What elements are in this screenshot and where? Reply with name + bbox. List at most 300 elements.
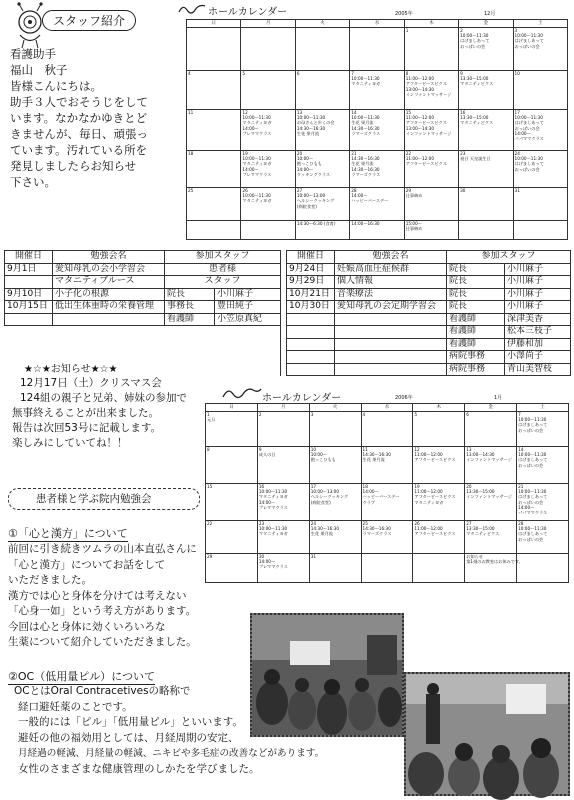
calendar-event: マタニティビクス <box>460 120 494 126</box>
calendar-day-cell <box>404 28 458 71</box>
calendar-day-cell <box>257 412 309 447</box>
calendar-event: 11:00～12:00 <box>414 489 443 495</box>
calendar-day-cell <box>465 554 523 583</box>
calendar-event: おっぱいの会 <box>514 166 540 172</box>
calendar-day-cell <box>295 188 349 221</box>
calendar-weekday-row <box>206 404 569 412</box>
calendar-2-title: ホールカレンダー <box>262 393 342 404</box>
weekday-label: 水 <box>361 404 413 412</box>
calendar-day-cell <box>295 110 349 151</box>
calendar-event: 10:00～11:30 <box>460 33 489 39</box>
calendar-day-cell <box>350 28 404 71</box>
calendar-event: 10:00～11:30 <box>514 156 543 162</box>
calendar-day-number: 26 <box>242 188 248 193</box>
calendar-event: 仕事納め <box>405 193 423 199</box>
calendar-event: プレママクラス <box>258 564 288 570</box>
study-name: 小川麻子 <box>215 288 281 301</box>
study-date <box>5 313 53 326</box>
calendar-day-cell <box>187 221 241 240</box>
calendar-event: おっぱいの会 <box>514 43 540 49</box>
calendar-day-cell <box>404 110 458 151</box>
calendar-day-number: 15 <box>405 110 412 115</box>
study-topic: 小子化の根源 <box>53 288 165 301</box>
calendar-event: 生花 果月流 <box>351 161 374 167</box>
calendar-event: ヘルシークッキング <box>296 198 335 204</box>
calendar-event: 13:00～14:30 <box>405 86 435 92</box>
calendar-event: 10:00～ <box>296 156 314 162</box>
calendar-day-cell <box>404 221 458 240</box>
study-date <box>5 276 53 289</box>
calendar-week-row <box>187 151 568 188</box>
calendar-event: 10:00～11:30 <box>296 115 326 121</box>
empty-cell <box>53 326 165 339</box>
calendar-day-number: 1 <box>207 412 210 417</box>
calendar-event: お母さんと歩くの会 <box>296 120 335 126</box>
study-topic <box>335 313 447 326</box>
calendar-week-row <box>206 484 569 521</box>
calendar-event: 10:00～11:30 <box>351 76 380 82</box>
calendar-day-cell <box>413 447 465 484</box>
weekday-label: 火 <box>295 20 349 28</box>
calendar-day-number: 18 <box>188 151 194 156</box>
notice-line: 報告は次回53号に記載します。 <box>12 422 162 434</box>
empty-cell <box>165 326 215 339</box>
calendar-event: 13:30～15:00 <box>460 115 489 121</box>
calendar-event: プレママクラス <box>242 130 272 136</box>
calendar-day-number: 22 <box>405 151 412 156</box>
calendar-day-number: 5 <box>414 412 418 417</box>
weekday-label: 土 <box>513 20 567 28</box>
calendar-event: おっぱいの会 <box>518 536 544 542</box>
calendar-day-number: 18 <box>362 484 368 489</box>
weekday-label: 月 <box>257 404 309 412</box>
study-name: 小川麻子 <box>505 301 571 314</box>
calendar-event: 元旦 <box>207 417 216 423</box>
calendar-day-number: 13 <box>466 447 472 452</box>
calendar-week-row <box>187 110 568 151</box>
calendar-event: アフタービースビクス <box>414 457 456 463</box>
calendar-day-number: 1 <box>405 28 409 33</box>
calendar-event: はげましあって <box>514 120 544 126</box>
calendar-week-row <box>187 221 568 240</box>
calendar-event: 抱っこひもも <box>296 161 322 167</box>
study-row <box>5 338 571 351</box>
calendar-day-number: 8 <box>405 71 409 76</box>
calendar-event: アフタービースビクス <box>405 161 447 167</box>
calendar-day-number: 6 <box>296 71 300 76</box>
calendar-day-cell <box>465 447 517 484</box>
calendar-event: マタニティビクス <box>460 81 494 87</box>
calendar-day-cell <box>206 447 258 484</box>
calendar-day-number: 16 <box>460 110 466 115</box>
study-role: 院長 <box>447 263 505 276</box>
col-date: 開催日 <box>5 251 53 264</box>
calendar-event: アフタービースビクス <box>405 81 447 87</box>
staff-line: 皆様こんにちは。 <box>10 79 102 93</box>
study-topic: 個人情報 <box>335 276 447 289</box>
empty-cell <box>215 363 281 376</box>
calendar-day-number: 19 <box>414 484 420 489</box>
calendar-day-number: 20 <box>466 484 472 489</box>
calendar-day-number: 21 <box>351 151 357 156</box>
calendar-day-number: 16 <box>258 484 265 489</box>
calendar-day-cell <box>187 151 241 188</box>
calendar-event: 10:00～ <box>310 452 327 458</box>
col-staff: 参加スタッフ <box>165 251 281 264</box>
empty-cell <box>5 338 53 351</box>
empty-cell <box>215 338 281 351</box>
study-row <box>5 301 571 314</box>
calendar-week-row <box>187 71 568 110</box>
calendar-event: プレママクラス <box>258 504 288 510</box>
calendar-day-cell <box>206 412 258 447</box>
calendar-day-cell <box>309 447 361 484</box>
calendar-2-year: 2006年 <box>395 395 413 401</box>
wave-doodle-icon <box>222 385 262 401</box>
calendar-event: 13:30～15:00 <box>466 526 495 532</box>
study-role: 院長 <box>165 288 215 301</box>
calendar-event: はげましあって <box>514 38 544 44</box>
study-role: 病院事務 <box>447 363 505 376</box>
calendar-day-number: 5 <box>242 71 246 76</box>
calendar-day-cell <box>241 110 295 151</box>
lecture-photo-2-image <box>406 674 568 794</box>
s2-line: 一般的には「ピル」「低用量ピル」といいます。 <box>18 716 243 728</box>
study-row <box>5 263 571 276</box>
calendar-day-cell <box>513 71 567 110</box>
calendar-1-year: 2005年 <box>395 11 413 17</box>
weekday-label: 月 <box>241 20 295 28</box>
staff-intro-text <box>10 46 180 190</box>
calendar-event: 10:00～11:30 <box>351 115 380 121</box>
study-name: 松本三枝子 <box>505 326 571 339</box>
calendar-day-cell <box>257 521 309 554</box>
calendar-event: 生花 果月流 <box>362 457 385 463</box>
calendar-day-number: 28 <box>351 188 357 193</box>
calendar-event: 10:00～13:00 <box>296 193 326 199</box>
calendar-day-cell <box>517 447 569 484</box>
study-group-title: 患者様と学ぶ院内勉強会 <box>36 493 152 505</box>
calendar-event: インファントマッサージ <box>405 130 452 136</box>
study-date: 10月30日 <box>287 301 335 314</box>
staff-line: きませんが、毎日、頑張っ <box>10 127 148 141</box>
calendar-event: プレママクラス <box>242 171 272 177</box>
calendar-event: ヘルシークッキング <box>310 494 349 500</box>
s1-line: 前回に引き続きツムラの山本直弘さんに <box>8 543 197 555</box>
calendar-event: 10:00～11:30 <box>258 489 288 495</box>
calendar-event: 14:00～ <box>258 559 276 565</box>
calendar-day-cell <box>241 188 295 221</box>
calendar-event: はげましあって <box>518 457 548 463</box>
calendar-event: はげましあって <box>514 161 544 167</box>
calendar-event: 14:00～ <box>296 166 314 172</box>
calendar-event: 10:00～11:30 <box>518 489 547 495</box>
calendar-day-number: 12 <box>242 110 248 115</box>
s2-line: 経口避妊薬のことです。 <box>18 700 133 713</box>
calendar-1-grid <box>186 19 568 240</box>
calendar-day-number: 23 <box>460 151 466 156</box>
study-topic <box>335 351 447 364</box>
calendar-day-cell <box>413 554 465 583</box>
calendar-2-grid <box>205 403 569 583</box>
weekday-label: 金 <box>459 20 513 28</box>
calendar-day-number: 11 <box>362 447 368 452</box>
calendar-day-cell <box>350 110 404 151</box>
empty-cell <box>53 338 165 351</box>
calendar-event: マタニティヨガ <box>258 494 288 500</box>
calendar-week-row <box>206 447 569 484</box>
calendar-day-cell <box>187 71 241 110</box>
calendar-day-cell <box>350 221 404 240</box>
calendar-event: マタニティヨガ <box>242 161 272 167</box>
col-topic: 勉強会名 <box>335 251 447 264</box>
calendar-day-number: 12 <box>414 447 420 452</box>
calendar-day-cell <box>241 151 295 188</box>
calendar-day-number: 14 <box>518 447 524 452</box>
study-topic: マタニティブルース <box>53 276 165 289</box>
calendar-day-cell <box>309 412 361 447</box>
calendar-event: マタニティヨガ <box>414 499 444 505</box>
study-row <box>5 276 571 289</box>
study-topic: 愛知母乳の会定期学習会 <box>335 301 447 314</box>
calendar-event: 14:00～ <box>514 130 531 136</box>
calendar-day-number: 20 <box>296 151 303 156</box>
calendar-event: 11:00～12:00 <box>405 115 435 121</box>
weekday-label: 火 <box>309 404 361 412</box>
calendar-day-cell <box>187 188 241 221</box>
study-name: 豊田純子 <box>215 301 281 314</box>
calendar-day-cell <box>517 521 569 554</box>
calendar-event: 14:00～ <box>258 499 276 505</box>
study-date <box>287 351 335 364</box>
calendar-day-cell <box>465 484 517 521</box>
calendar-event: 10:00～11:30 <box>514 33 543 39</box>
weekday-label: 水 <box>350 20 404 28</box>
calendar-event: はげましあって <box>518 531 548 537</box>
calendar-event: 生花 果月流 <box>296 130 320 136</box>
calendar-weekday-row <box>187 20 568 28</box>
calendar-event: ラマーズクラス <box>351 130 381 136</box>
calendar-day-cell <box>361 521 413 554</box>
calendar-event: ラマーズクラス <box>351 171 381 177</box>
calendar-day-cell <box>413 521 465 554</box>
study-role: 事務長 <box>165 301 215 314</box>
study-topic <box>335 363 447 376</box>
study-date <box>287 363 335 376</box>
calendar-event: 14:30～16:30 <box>310 526 340 532</box>
calendar-day-cell <box>295 151 349 188</box>
calendar-day-number: 7 <box>351 71 354 76</box>
calendar-event: マタニティビクス <box>466 531 500 537</box>
study-topic <box>53 313 165 326</box>
calendar-event: (病院食堂) <box>296 203 317 209</box>
staff-line: 助手３人でおそうじをして <box>10 95 148 109</box>
calendar-event: おっぱいの会 <box>518 462 544 468</box>
calendar-event: 成人の日 <box>258 452 276 458</box>
study-topic: 低出生体重時の栄養管理 <box>53 301 165 314</box>
study-row <box>5 288 571 301</box>
calendar-event: はげましあって <box>460 38 490 44</box>
study-date: 9月24日 <box>287 263 335 276</box>
calendar-event: おっぱいの会 <box>514 125 540 131</box>
calendar-event: 14:00～ <box>242 166 259 172</box>
calendar-week-row <box>206 554 569 583</box>
calendar-day-cell <box>295 71 349 110</box>
empty-cell <box>215 351 281 364</box>
calendar-event: 10:00～11:30 <box>242 193 271 199</box>
calendar-day-cell <box>361 554 413 583</box>
s2-line: OCとはOral Contracetivesの略称で <box>14 685 191 697</box>
calendar-day-number: 15 <box>207 484 213 489</box>
calendar-day-cell <box>309 484 361 521</box>
calendar-event: 11:00～12:00 <box>414 452 443 458</box>
study-date: 10月21日 <box>287 288 335 301</box>
calendar-day-number: 8 <box>207 447 210 452</box>
calendar-day-cell <box>350 151 404 188</box>
study-topic: 愛知母乳の会小学習会 <box>53 263 165 276</box>
calendar-event: 10:00～11:30 <box>242 115 271 121</box>
calendar-week-row <box>206 521 569 554</box>
calendar-event: 10:00～13:00 <box>310 489 340 495</box>
notice-line: 楽しみにしていてね！！ <box>12 437 128 449</box>
calendar-day-cell <box>517 554 569 583</box>
calendar-event: 11:00～12:00 <box>405 76 435 82</box>
calendar-event: 11:00～12:00 <box>405 156 435 162</box>
study-role: 院長 <box>447 288 505 301</box>
calendar-1-month: 12月 <box>484 11 496 17</box>
lecture-photo-2 <box>404 672 570 796</box>
calendar-day-cell <box>459 28 513 71</box>
calendar-day-cell <box>257 447 309 484</box>
col-date: 開催日 <box>287 251 335 264</box>
calendar-day-cell <box>295 221 349 240</box>
weekday-label: 土 <box>517 404 569 412</box>
calendar-event: ハッピーバースデー <box>362 494 400 500</box>
calendar-day-number: 30 <box>460 188 466 193</box>
calendar-event: マタニティヨガ <box>242 198 272 204</box>
calendar-day-cell <box>361 412 413 447</box>
calendar-event: 生花 果月流 <box>310 531 333 537</box>
wave-doodle-icon <box>178 2 206 16</box>
calendar-2-month: 1月 <box>494 395 503 401</box>
study-topic <box>335 338 447 351</box>
s1-line: 「心と漢方」についてお話をして <box>8 558 166 571</box>
calendar-day-number: 15:00～ <box>405 221 422 226</box>
weekday-label: 日 <box>187 20 241 28</box>
calendar-event: ラマーズクラス <box>362 531 392 537</box>
study-row <box>5 326 571 339</box>
calendar-day-cell <box>350 71 404 110</box>
calendar-event: 抱っこひもも <box>310 457 336 463</box>
study-topic: 妊娠高血圧症候群 <box>335 263 447 276</box>
calendar-event: 14:00～ <box>351 193 368 199</box>
calendar-event: おっぱいの会 <box>518 499 544 505</box>
study-date: 10月15日 <box>5 301 53 314</box>
study-role: スタッフ <box>165 276 281 289</box>
calendar-day-cell <box>513 151 567 188</box>
calendar-day-number: 30 <box>258 554 265 559</box>
staff-line: 福山 秋子 <box>10 63 68 77</box>
calendar-day-number: お知らせ <box>466 554 483 559</box>
calendar-day-number: 13 <box>296 110 303 115</box>
study-role: 看護師 <box>165 313 215 326</box>
study-role: 看護師 <box>447 338 505 351</box>
weekday-label: 木 <box>404 20 458 28</box>
calendar-day-number: 7 <box>518 412 521 417</box>
calendar-day-number: 24 <box>310 521 317 526</box>
staff-line: ています。汚れている所を <box>10 143 148 157</box>
calendar-1-title: ホールカレンダー <box>208 7 288 18</box>
s1-line: 漢方では心と身体を分けては考えない <box>8 589 187 602</box>
calendar-day-number: 3 <box>310 412 314 417</box>
staff-line: 看護助手 <box>10 47 56 61</box>
notice-line: 12月17日（土）クリスマス会 <box>20 377 162 389</box>
weekday-label: 日 <box>206 404 258 412</box>
calendar-day-number: 31 <box>514 188 520 193</box>
calendar-day-cell <box>361 484 413 521</box>
calendar-day-cell <box>413 484 465 521</box>
calendar-event: 13:00～14:30 <box>466 452 495 458</box>
staff-line: 発見しましたらお知らせ <box>10 159 137 173</box>
calendar-event: 10:00～11:30 <box>242 156 271 162</box>
calendar-event: マタニティヨガ <box>258 531 288 537</box>
study-role: 看護師 <box>447 326 505 339</box>
calendar-day-cell <box>517 412 569 447</box>
study-name: 小川麻子 <box>505 288 571 301</box>
calendar-event: インファントマッサージ <box>466 494 512 500</box>
calendar-event: 13:30～15:00 <box>466 489 495 495</box>
study-name: 深津美香 <box>505 313 571 326</box>
study-name: 小澤尚子 <box>505 351 571 364</box>
study-topic: 音楽療法 <box>335 288 447 301</box>
calendar-day-cell <box>295 28 349 71</box>
calendar-day-cell <box>459 71 513 110</box>
calendar-day-number: 2 <box>460 28 463 33</box>
calendar-event: パパママクラス <box>514 136 544 142</box>
calendar-day-number: 6 <box>466 412 469 417</box>
study-date: 9月29日 <box>287 276 335 289</box>
calendar-day-number: 4 <box>362 412 366 417</box>
study-date <box>287 326 335 339</box>
calendar-event: 14:00～ <box>362 489 379 495</box>
calendar-week-row <box>206 412 569 447</box>
calendar-event: 14:30～16:30 <box>362 526 391 532</box>
calendar-day-cell <box>513 28 567 71</box>
calendar-event: アフタービースビクス <box>414 531 456 537</box>
col-topic: 勉強会名 <box>53 251 165 264</box>
study-name: 伊藤和加 <box>505 338 571 351</box>
s2-line: 月経過の軽減、月経量の軽減、ニキビや多毛症の改善などがあります。 <box>18 748 325 759</box>
calendar-day-number: 27 <box>296 188 303 193</box>
calendar-day-number: 31 <box>310 554 317 559</box>
calendar-event: 14:30～16:30 <box>296 125 326 131</box>
calendar-event: はげましあって <box>518 494 548 500</box>
calendar-day-number: 9 <box>460 71 463 76</box>
calendar-day-cell <box>404 188 458 221</box>
calendar-day-cell <box>187 28 241 71</box>
s1-line: 生薬について紹介していただきました。 <box>8 636 197 648</box>
calendar-day-cell <box>459 110 513 151</box>
calendar-event: 14:30～16:30 <box>351 125 380 131</box>
calendar-day-number: 28 <box>518 521 524 526</box>
calendar-day-cell <box>241 221 295 240</box>
calendar-event: 13:00～14:30 <box>405 125 435 131</box>
study-role: 院長 <box>447 276 505 289</box>
study-name: 小川麻子 <box>505 276 571 289</box>
calendar-day-number: 10 <box>514 71 520 76</box>
calendar-day-cell <box>206 484 258 521</box>
calendar-event: 10:00～11:30 <box>514 115 543 121</box>
